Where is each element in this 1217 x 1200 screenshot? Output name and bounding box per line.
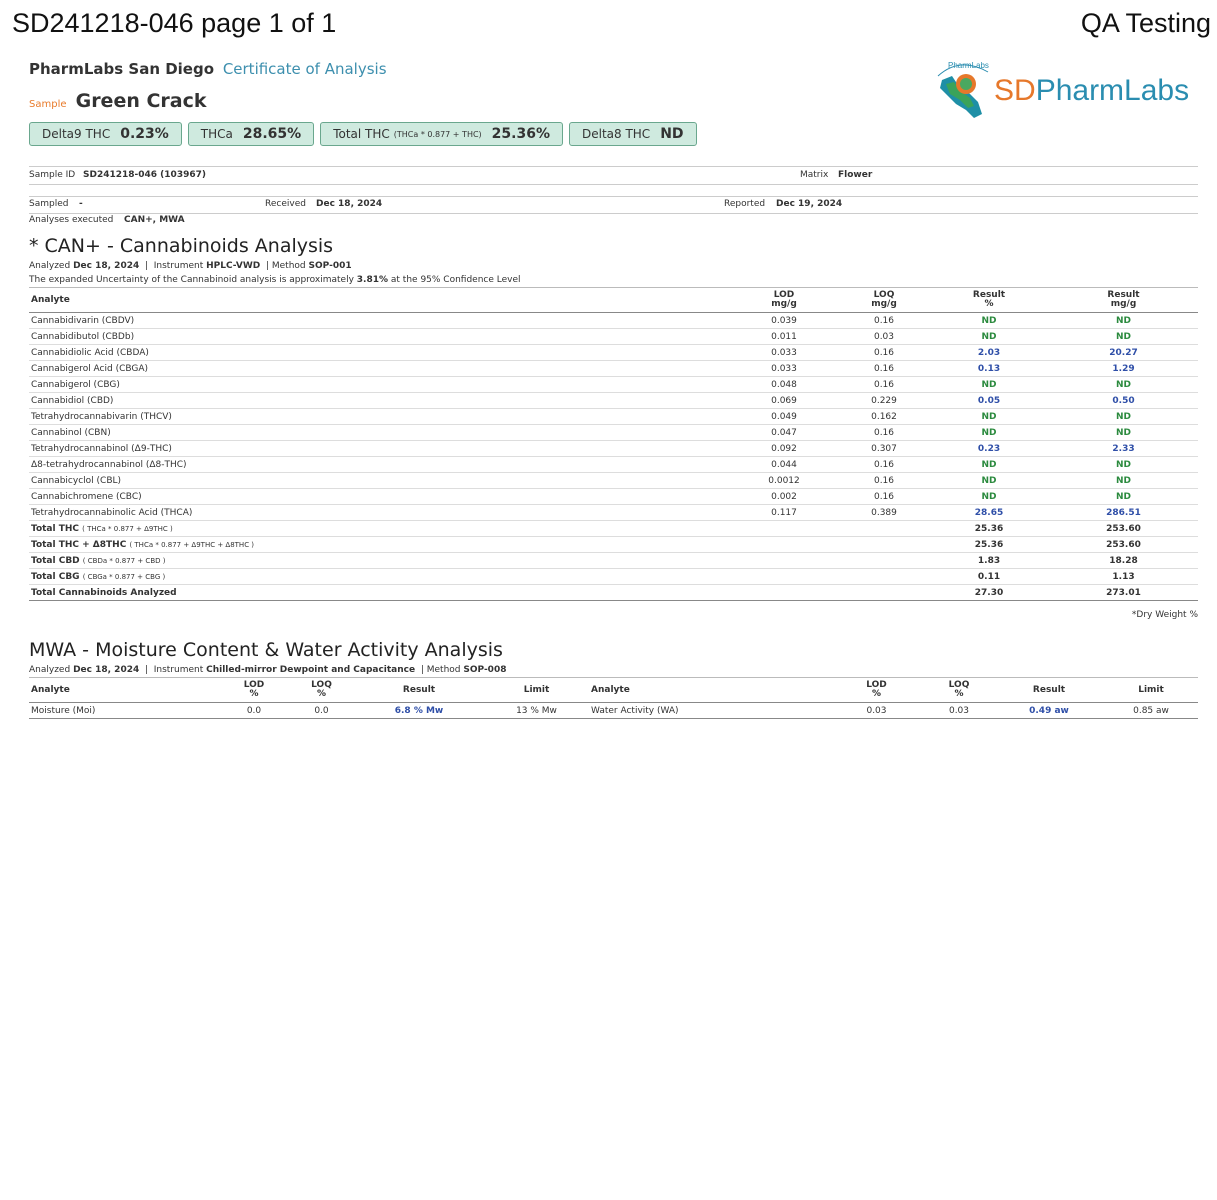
reported-label: Reported [724, 199, 766, 209]
loq-value: 0.03 [924, 703, 994, 719]
loq-value: 0.229 [839, 393, 929, 409]
col-lod-2: LOD % [829, 678, 924, 703]
pill-delta9-thc [29, 122, 182, 146]
logo-pharmlabs: PharmLabs [1035, 74, 1190, 107]
method-value: SOP-001 [308, 261, 352, 271]
col-result-2: Result [994, 678, 1104, 703]
pill-total-thc [320, 122, 563, 146]
sample-header [29, 90, 207, 112]
table-row [29, 329, 1198, 345]
col-lod: LOD % [219, 678, 289, 703]
analyte-name: Cannabidibutol (CBDb) [29, 329, 729, 345]
col-result-mg: Result mg/g [1049, 288, 1198, 313]
result-pct-value: 0.13 [929, 361, 1049, 377]
lod-value: 0.117 [729, 505, 839, 521]
logo-wordmark [994, 74, 1189, 108]
sample-label: Sample [29, 99, 67, 110]
instrument-value: Chilled-mirror Dewpoint and Capacitance [206, 665, 416, 675]
result-pct-value: 0.05 [929, 393, 1049, 409]
uncertainty-text-end: at the 95% Confidence Level [390, 275, 521, 285]
table-row [29, 361, 1198, 377]
result-mg-value: ND [1049, 473, 1198, 489]
total-row [29, 537, 1198, 553]
lod-value: 0.047 [729, 425, 839, 441]
result-value: 0.49 aw [994, 703, 1104, 719]
total-label: Total THC + Δ8THC [31, 539, 127, 550]
total-formula: ( CBGa * 0.877 + CBG ) [82, 572, 166, 581]
loq-value: 0.16 [839, 345, 929, 361]
result-pct-value: ND [929, 313, 1049, 329]
col-limit-2: Limit [1104, 678, 1198, 703]
instrument-value: HPLC-VWD [206, 261, 261, 271]
analyte-name: Δ8-tetrahydrocannabinol (Δ8-THC) [29, 457, 729, 473]
total-row [29, 569, 1198, 585]
moisture-table [29, 677, 1198, 719]
loq-value: 0.0 [289, 703, 354, 719]
logo-arc-text: PharmLabs [948, 61, 989, 70]
lod-value: 0.033 [729, 361, 839, 377]
col-loq: LOQ % [289, 678, 354, 703]
matrix-value: Flower [838, 170, 873, 180]
total-label: Total CBG [31, 571, 80, 582]
col-result-pct: Result % [929, 288, 1049, 313]
loq-value: 0.16 [839, 473, 929, 489]
empty-cell [839, 569, 929, 585]
analyte-name: Moisture (Moi) [29, 703, 219, 719]
result-pct-value: ND [929, 457, 1049, 473]
sampled-label: Sampled [29, 199, 69, 209]
col-analyte: Analyte [29, 288, 729, 313]
empty-cell [729, 553, 839, 569]
sdpharmlabs-logo [930, 58, 1200, 124]
received-label: Received [265, 199, 306, 209]
total-label-cell [29, 585, 729, 601]
moisture-analysis-info: Analyzed Dec 18, 2024 | Instrument Chilled-mirror Dewpoint and Capacitance | Method SOP-008 [29, 665, 507, 675]
col-loq-2: LOQ % [924, 678, 994, 703]
matrix-label: Matrix [800, 170, 829, 180]
loq-value: 0.03 [839, 329, 929, 345]
table-row [29, 473, 1198, 489]
result-pct-value: 2.03 [929, 345, 1049, 361]
table-row [29, 377, 1198, 393]
total-label-cell [29, 537, 729, 553]
lod-value: 0.033 [729, 345, 839, 361]
total-label: Total THC [31, 523, 79, 534]
table-header-row [29, 678, 1198, 703]
analyte-name: Tetrahydrocannabivarin (THCV) [29, 409, 729, 425]
analyses-value: CAN+, MWA [124, 215, 185, 225]
pill-thca [188, 122, 314, 146]
sample-metadata [29, 166, 1198, 227]
uncertainty-value: 3.81% [356, 275, 389, 285]
total-formula: ( THCa * 0.877 + Δ9THC ) [82, 524, 173, 533]
total-pct-value: 27.30 [929, 585, 1049, 601]
lod-value: 0.044 [729, 457, 839, 473]
analyte-name: Cannabigerol (CBG) [29, 377, 729, 393]
total-mg-value: 273.01 [1049, 585, 1198, 601]
pill-label: Delta9 THC [42, 127, 111, 141]
dry-weight-note: *Dry Weight % [1131, 610, 1198, 620]
result-value: 6.8 % Mw [354, 703, 484, 719]
result-mg-value: 20.27 [1049, 345, 1198, 361]
empty-cell [729, 585, 839, 601]
analyte-name: Water Activity (WA) [589, 703, 829, 719]
total-row [29, 585, 1198, 601]
total-mg-value: 253.60 [1049, 537, 1198, 553]
total-label-cell [29, 553, 729, 569]
loq-value: 0.16 [839, 313, 929, 329]
analyzed-date: Dec 18, 2024 [73, 665, 140, 675]
analyte-name: Tetrahydrocannabinolic Acid (THCA) [29, 505, 729, 521]
table-row [29, 425, 1198, 441]
result-mg-value: ND [1049, 457, 1198, 473]
analyte-name: Tetrahydrocannabinol (Δ9-THC) [29, 441, 729, 457]
table-row [29, 345, 1198, 361]
analyses-label: Analyses executed [29, 215, 114, 225]
analyte-name: Cannabicyclol (CBL) [29, 473, 729, 489]
analyte-name: Cannabidivarin (CBDV) [29, 313, 729, 329]
moisture-section-title: MWA - Moisture Content & Water Activity Analysis [29, 639, 503, 661]
instrument-label: Instrument [153, 261, 204, 271]
pill-label: Delta8 THC [581, 127, 651, 141]
empty-cell [729, 569, 839, 585]
loq-value: 0.16 [839, 425, 929, 441]
result-pct-value: 0.23 [929, 441, 1049, 457]
total-mg-value: 253.60 [1049, 521, 1198, 537]
total-label: Total CBD [31, 555, 80, 566]
lod-value: 0.039 [729, 313, 839, 329]
result-pct-value: ND [929, 489, 1049, 505]
uncertainty-text: The expanded Uncertainty of the Cannabinoid analysis is approximately [29, 275, 354, 285]
result-mg-value: 1.29 [1049, 361, 1198, 377]
pill-delta8-thc [569, 122, 697, 146]
pill-label: THCa [200, 127, 233, 141]
loq-value: 0.307 [839, 441, 929, 457]
received-value: Dec 18, 2024 [316, 199, 383, 209]
table-row [29, 393, 1198, 409]
lod-value: 0.069 [729, 393, 839, 409]
lab-name: PharmLabs San Diego [29, 60, 215, 78]
document-id: SD241218-046 page 1 of 1 [12, 8, 337, 38]
loq-value: 0.16 [839, 377, 929, 393]
pill-value: ND [660, 126, 684, 142]
lod-value: 0.011 [729, 329, 839, 345]
table-row [29, 409, 1198, 425]
loq-value: 0.16 [839, 457, 929, 473]
result-pct-value: ND [929, 377, 1049, 393]
empty-cell [839, 537, 929, 553]
loq-value: 0.389 [839, 505, 929, 521]
analyzed-label: Analyzed [29, 261, 71, 271]
result-mg-value: 0.50 [1049, 393, 1198, 409]
empty-cell [839, 553, 929, 569]
cannabinoids-table [29, 287, 1198, 601]
analyzed-label: Analyzed [29, 665, 71, 675]
california-map-icon [930, 58, 1000, 124]
result-pct-value: ND [929, 409, 1049, 425]
loq-value: 0.16 [839, 489, 929, 505]
lod-value: 0.048 [729, 377, 839, 393]
pill-value: 25.36% [491, 126, 550, 142]
analyte-name: Cannabinol (CBN) [29, 425, 729, 441]
col-limit: Limit [484, 678, 589, 703]
lod-value: 0.03 [829, 703, 924, 719]
total-row [29, 553, 1198, 569]
col-analyte-2: Analyte [589, 678, 829, 703]
pill-value: 0.23% [120, 126, 169, 142]
total-pct-value: 0.11 [929, 569, 1049, 585]
total-label: Total Cannabinoids Analyzed [31, 587, 177, 598]
result-mg-value: 286.51 [1049, 505, 1198, 521]
cannabinoids-section-title: * CAN+ - Cannabinoids Analysis [29, 235, 334, 257]
result-pct-value: ND [929, 329, 1049, 345]
table-row [29, 505, 1198, 521]
analyte-name: Cannabichromene (CBC) [29, 489, 729, 505]
lod-value: 0.092 [729, 441, 839, 457]
cannabinoids-analysis-info: Analyzed Dec 18, 2024 | Instrument HPLC-VWD | Method SOP-001 [29, 261, 352, 271]
col-analyte: Analyte [29, 678, 219, 703]
empty-cell [839, 585, 929, 601]
logo-sd: SD [994, 74, 1036, 107]
loq-value: 0.162 [839, 409, 929, 425]
analyte-name: Cannabigerol Acid (CBGA) [29, 361, 729, 377]
table-header-row [29, 288, 1198, 313]
pill-formula: (THCa * 0.877 + THC) [393, 129, 482, 139]
analyte-name: Cannabidiol (CBD) [29, 393, 729, 409]
result-mg-value: ND [1049, 377, 1198, 393]
total-pct-value: 25.36 [929, 537, 1049, 553]
certificate-title: Certificate of Analysis [222, 60, 387, 78]
potency-summary [29, 122, 697, 146]
limit-value: 13 % Mw [484, 703, 589, 719]
instrument-label: Instrument [153, 665, 204, 675]
table-row [29, 313, 1198, 329]
sample-id-label: Sample ID [29, 170, 76, 180]
analyte-name: Cannabidiolic Acid (CBDA) [29, 345, 729, 361]
result-pct-value: ND [929, 425, 1049, 441]
result-pct-value: ND [929, 473, 1049, 489]
col-result: Result [354, 678, 484, 703]
table-row [29, 457, 1198, 473]
sample-id: SD241218-046 (103967) [83, 170, 206, 180]
table-row [29, 703, 1198, 719]
total-formula: ( THCa * 0.877 + Δ9THC + Δ8THC ) [129, 540, 255, 549]
result-mg-value: 2.33 [1049, 441, 1198, 457]
pill-value: 28.65% [242, 126, 302, 142]
result-mg-value: ND [1049, 489, 1198, 505]
pill-label: Total THC [333, 127, 390, 141]
result-mg-value: ND [1049, 329, 1198, 345]
total-row [29, 521, 1198, 537]
lod-value: 0.0012 [729, 473, 839, 489]
empty-cell [729, 537, 839, 553]
result-pct-value: 28.65 [929, 505, 1049, 521]
method-label: Method [426, 665, 461, 675]
result-mg-value: ND [1049, 313, 1198, 329]
result-mg-value: ND [1049, 425, 1198, 441]
col-lod: LOD mg/g [729, 288, 839, 313]
lod-value: 0.0 [219, 703, 289, 719]
result-mg-value: ND [1049, 409, 1198, 425]
document-type-title: QA Testing [1080, 8, 1211, 38]
total-label-cell [29, 521, 729, 537]
empty-cell [729, 521, 839, 537]
limit-value: 0.85 aw [1104, 703, 1198, 719]
empty-cell [839, 521, 929, 537]
table-row [29, 441, 1198, 457]
table-row [29, 489, 1198, 505]
uncertainty-note [29, 275, 521, 285]
total-pct-value: 1.83 [929, 553, 1049, 569]
total-label-cell [29, 569, 729, 585]
loq-value: 0.16 [839, 361, 929, 377]
lod-value: 0.002 [729, 489, 839, 505]
total-formula: ( CBDa * 0.877 + CBD ) [82, 556, 166, 565]
lab-header [29, 60, 387, 78]
reported-value: Dec 19, 2024 [776, 199, 843, 209]
total-mg-value: 1.13 [1049, 569, 1198, 585]
total-mg-value: 18.28 [1049, 553, 1198, 569]
sample-name: Green Crack [75, 90, 207, 112]
sampled-value: - [79, 199, 83, 209]
lod-value: 0.049 [729, 409, 839, 425]
method-label: Method [271, 261, 306, 271]
col-loq: LOQ mg/g [839, 288, 929, 313]
method-value: SOP-008 [463, 665, 507, 675]
analyzed-date: Dec 18, 2024 [73, 261, 140, 271]
total-pct-value: 25.36 [929, 521, 1049, 537]
